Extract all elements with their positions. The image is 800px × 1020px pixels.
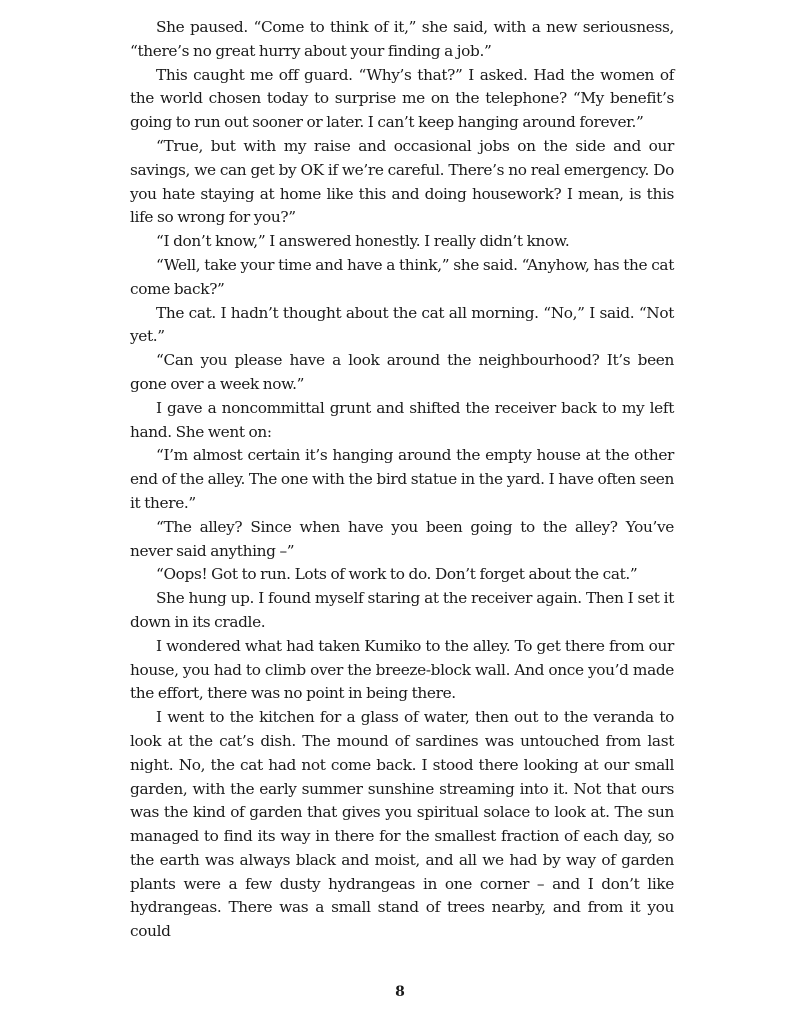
paragraph-4: “I don’t know,” I answered honestly. I really didn’t know.: [156, 232, 570, 251]
paragraph-9: “I’m almost certain it’s hanging around the empty house at the other end of the alley. The one with the bird statue in the yard. I have often seen it there.”: [130, 446, 674, 512]
paragraph-3: “True, but with my raise and occasional jobs on the side and our savings, we can get by OK if we’re careful. There’s no real emergency. Do you hate staying at home like this and doing housework? I mean, is this life so wrong for you?”: [130, 136, 674, 227]
paragraph-10: “The alley? Since when have you been going to the alley? You’ve never said anything –”: [130, 517, 674, 560]
paragraph-5: “Well, take your time and have a think,” she said. “Anyhow, has the cat come back?”: [130, 255, 674, 298]
paragraph-7: “Can you please have a look around the neighbourhood? It’s been gone over a week now.”: [130, 351, 674, 393]
paragraph-12: She hung up. I found myself staring at the receiver again. Then I set it down in its cradle.: [130, 589, 674, 631]
paragraph-14: I went to the kitchen for a glass of water, then out to the veranda to look at the cat’s dish. The mound of sardines was untouched from last night. No, the cat had not come back. I stood there looking at our small garden, with the early summer sunshine streaming into it. Not that ours was the kind of garden that gives you spiritual solace to look at. The sun managed to find its way in there for the smallest fraction of each day, so the earth was always black and moist, and all we had by way of garden plants were a few dusty hydrangeas in one corner – and I don’t like hydrangeas. There was a small stand of trees nearby, and from it you could: [130, 708, 674, 941]
body-text: [130, 16, 674, 944]
paragraph-2: This caught me off guard. “Why’s that?” I asked. Had the women of the world chosen today to surprise me on the telephone? “My benefit’s going to run out sooner or later. I can’t keep hanging around forever.”: [130, 65, 674, 132]
page-number: 8: [395, 984, 405, 1000]
paragraph-13: I wondered what had taken Kumiko to the alley. To get there from our house, you had to climb over the breeze-block wall. And once you’d made the effort, there was no point in being there.: [130, 636, 674, 703]
paragraph-6: The cat. I hadn’t thought about the cat all morning. “No,” I said. “Not yet.”: [130, 303, 674, 346]
paragraph-8: I gave a noncommittal grunt and shifted the receiver back to my left hand. She went on:: [130, 398, 674, 441]
paragraph-11: “Oops! Got to run. Lots of work to do. Don’t forget about the cat.”: [156, 565, 638, 584]
paragraph-1: She paused. “Come to think of it,” she said, with a new seriousness, “there’s no great hurry about your finding a job.”: [130, 18, 674, 60]
